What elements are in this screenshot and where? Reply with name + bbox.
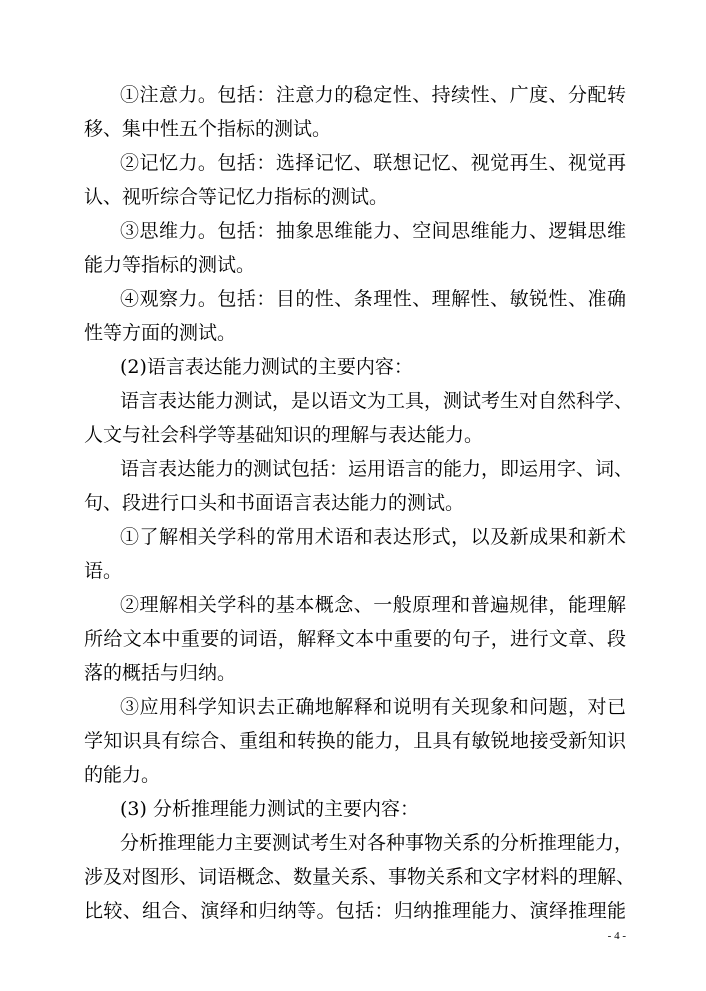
text-line: ②理解相关学科的基本概念、一般原理和普遍规律，能理解 <box>120 594 626 616</box>
text-line: ①了解相关学科的常用术语和表达形式，以及新成果和新术 <box>120 526 626 548</box>
page-number: - 4 - <box>607 930 626 942</box>
text-line: 认、视听综合等记忆力指标的测试。 <box>84 186 389 208</box>
section-heading: (2)语言表达能力测试的主要内容： <box>120 356 413 378</box>
text-line: 人文与社会科学等基础知识的理解与表达能力。 <box>84 424 484 446</box>
text-line: 所给文本中重要的词语，解释文本中重要的句子，进行文章、段 <box>84 628 626 650</box>
text-line: 语言表达能力的测试包括：运用语言的能力，即运用字、词、 <box>120 458 634 480</box>
text-line: 学知识具有综合、重组和转换的能力，且具有敏锐地接受新知识 <box>84 730 626 752</box>
text-line: ②记忆力。包括：选择记忆、联想记忆、视觉再生、视觉再 <box>120 152 626 174</box>
text-line: ③应用科学知识去正确地解释和说明有关现象和问题，对已 <box>120 696 626 718</box>
text-line: ④观察力。包括：目的性、条理性、理解性、敏锐性、准确 <box>120 288 626 310</box>
text-line: ③思维力。包括：抽象思维能力、空间思维能力、逻辑思维 <box>120 220 626 242</box>
text-line: 移、集中性五个指标的测试。 <box>84 118 332 140</box>
text-line: 句、段进行口头和书面语言表达能力的测试。 <box>84 492 465 514</box>
text-line: 涉及对图形、词语概念、数量关系、事物关系和文字材料的理解、 <box>84 866 636 888</box>
text-line: ①注意力。包括：注意力的稳定性、持续性、广度、分配转 <box>120 84 626 106</box>
text-line: 的能力。 <box>84 764 161 786</box>
text-line: 语言表达能力测试，是以语文为工具，测试考生对自然科学、 <box>120 390 634 412</box>
text-line: 性等方面的测试。 <box>84 322 237 344</box>
text-line: 能力等指标的测试。 <box>84 254 256 276</box>
text-line: 分析推理能力主要测试考生对各种事物关系的分析推理能力， <box>120 832 634 854</box>
text-line: 比较、组合、演绎和归纳等。包括：归纳推理能力、演绎推理能 <box>84 900 626 922</box>
section-heading: (3) 分析推理能力测试的主要内容： <box>120 798 419 820</box>
text-line: 落的概括与归纳。 <box>84 662 237 684</box>
text-line: 语。 <box>84 560 123 582</box>
